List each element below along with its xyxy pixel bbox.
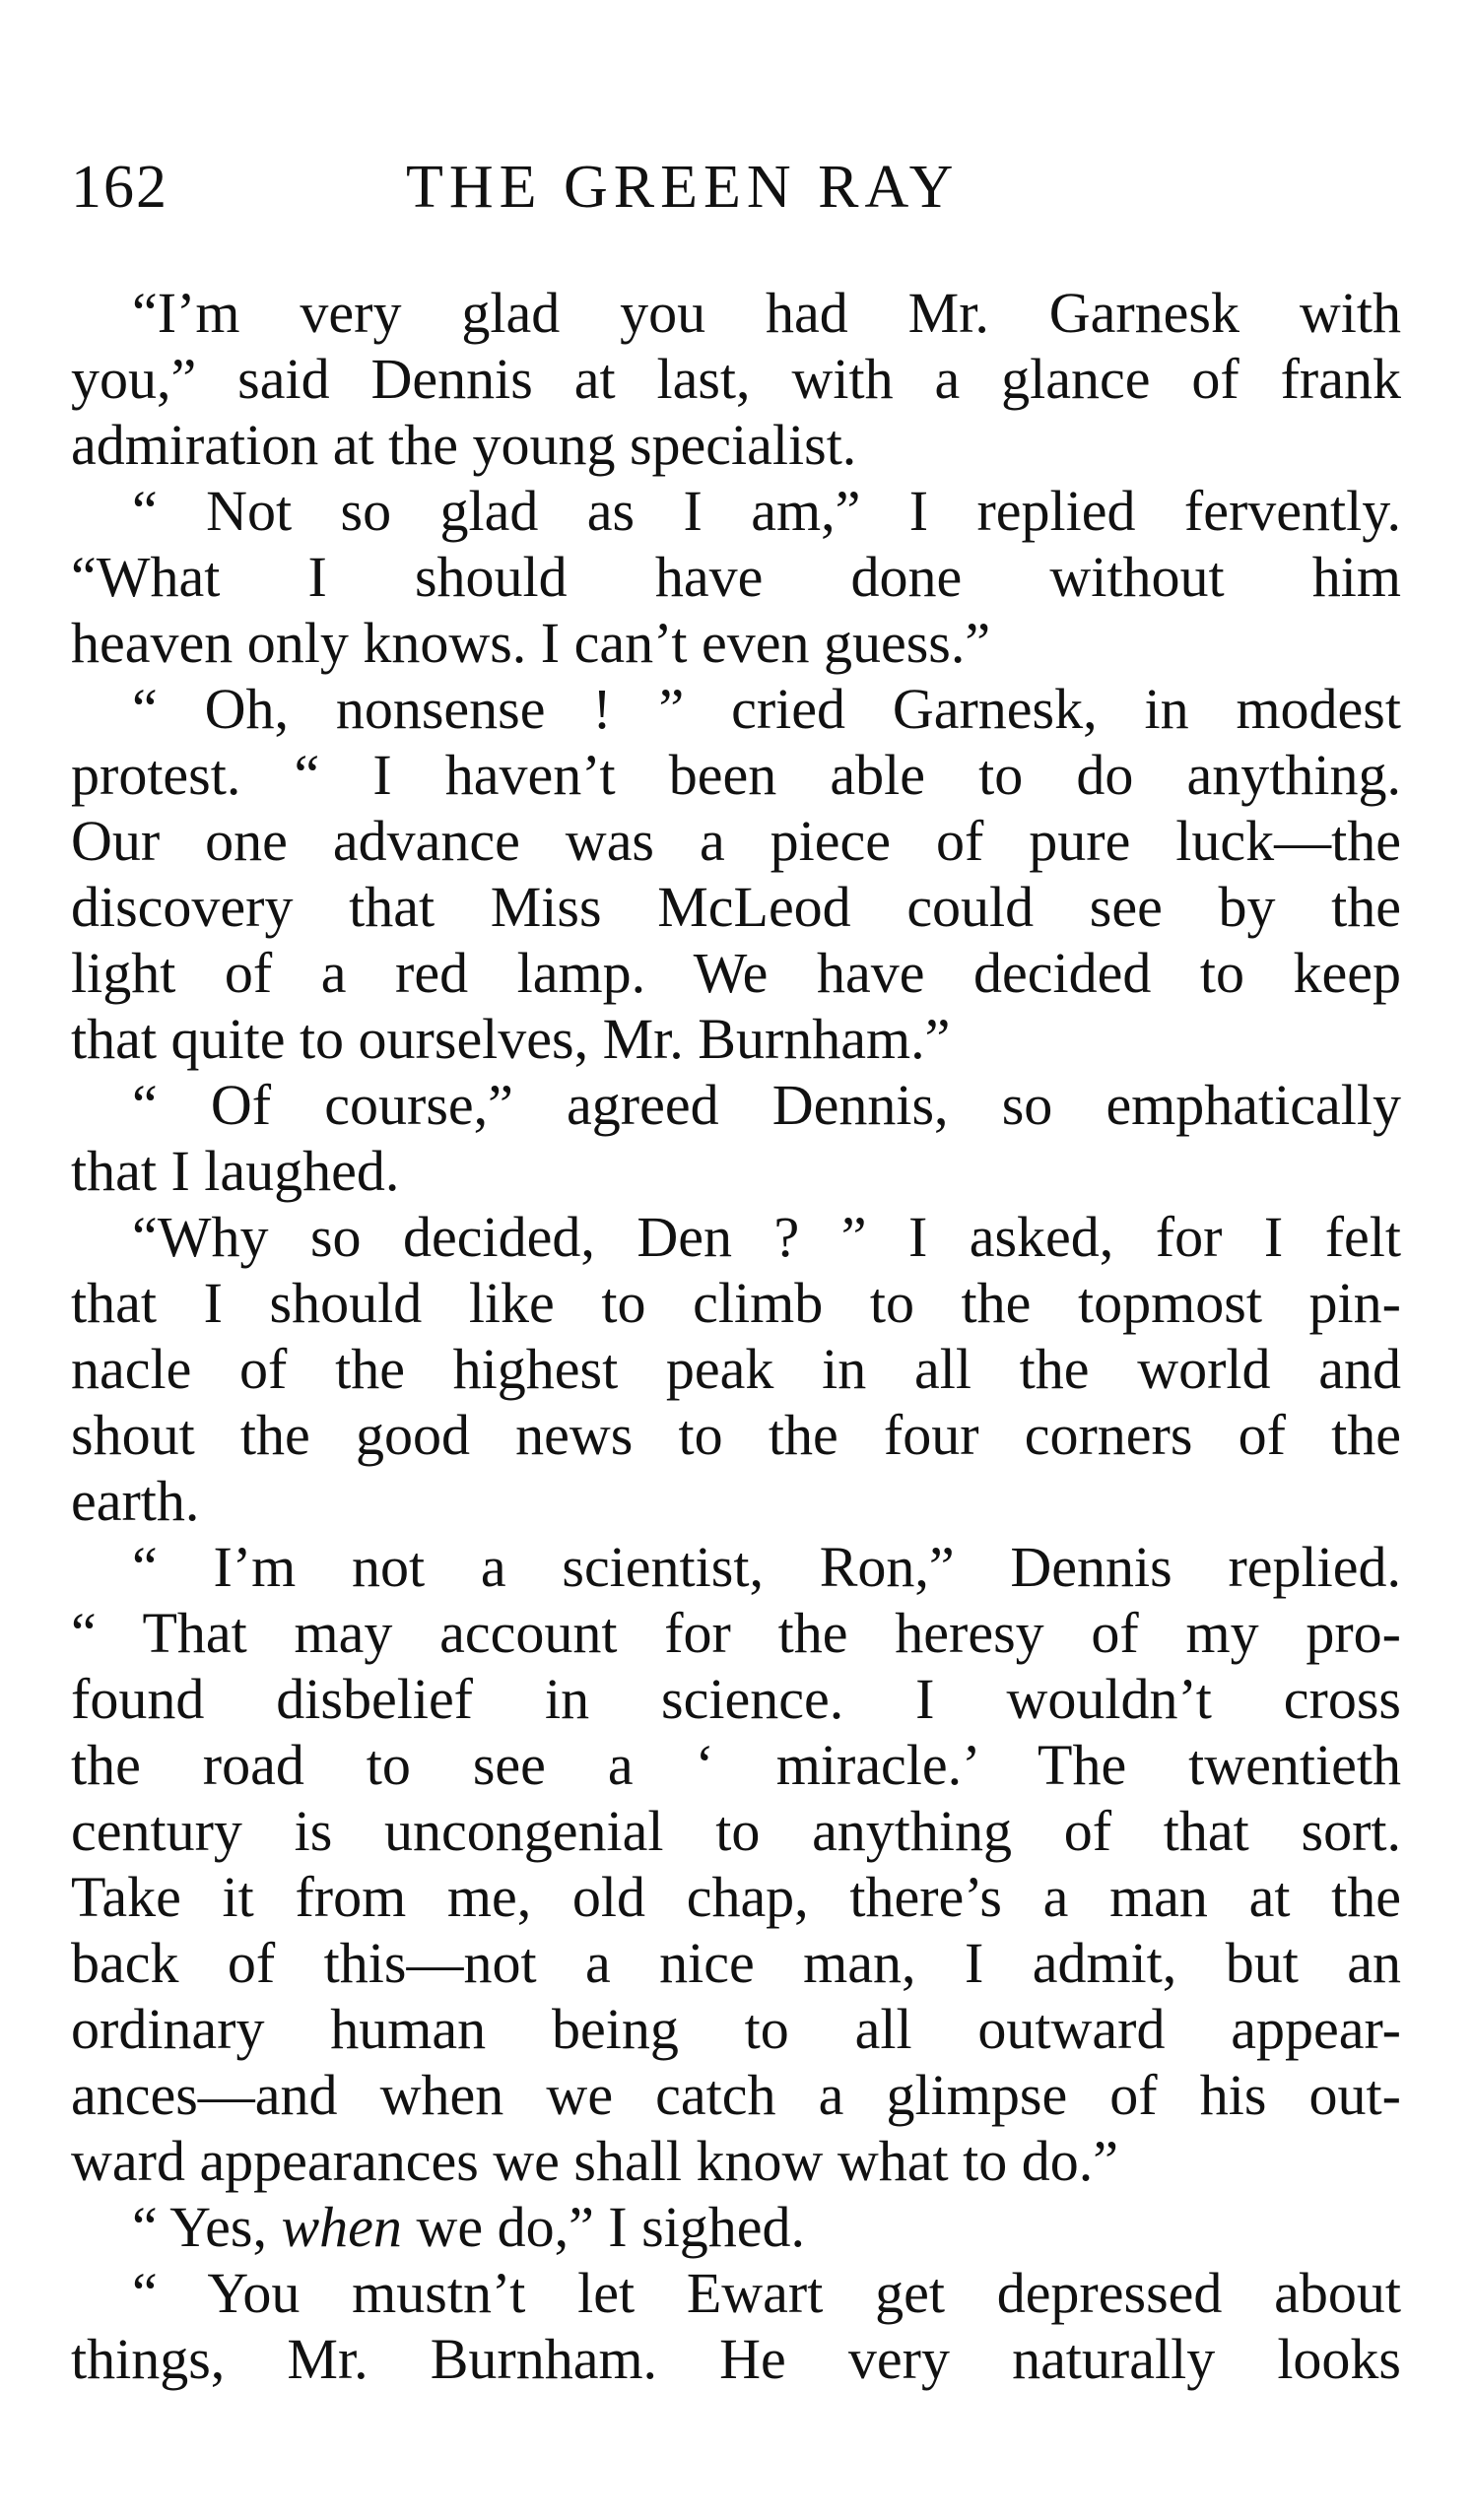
text-line: found disbelief in science. I wouldn’t cross <box>71 1667 1401 1731</box>
text-line: you,” said Dennis at last, with a glance of frank <box>71 347 1401 411</box>
text-line: protest. “ I haven’t been able to do anything. <box>71 743 1401 807</box>
text-line: that quite to ourselves, Mr. Burnham.” <box>71 1007 951 1071</box>
text-line: discovery that Miss McLeod could see by the <box>71 875 1401 939</box>
text-line: that I laughed. <box>71 1139 400 1203</box>
text-line: ordinary human being to all outward appear- <box>71 1997 1401 2061</box>
text-line: the road to see a ‘ miracle.’ The twentieth <box>71 1733 1401 1797</box>
text-segment: we do,” I sighed. <box>401 2195 806 2259</box>
text-line: light of a red lamp. We have decided to keep <box>71 941 1401 1005</box>
text-line: ances—and when we catch a glimpse of his out- <box>71 2063 1401 2127</box>
text-line: Our one advance was a piece of pure luck—the <box>71 809 1401 873</box>
text-line: “ I’m not a scientist, Ron,” Dennis replied. <box>132 1535 1401 1599</box>
text-line: heaven only knows. I can’t even guess.” <box>71 611 991 675</box>
text-line: “ You mustn’t let Ewart get depressed about <box>132 2261 1401 2325</box>
text-line: ward appearances we shall know what to do.” <box>71 2129 1118 2193</box>
text-line: “ Oh, nonsense ! ” cried Garnesk, in modest <box>132 677 1401 741</box>
text-line: “I’m very glad you had Mr. Garnesk with <box>132 281 1401 345</box>
text-line: back of this—not a nice man, I admit, but an <box>71 1931 1401 1995</box>
text-line: that I should like to climb to the topmost pin- <box>71 1271 1401 1335</box>
text-line: “What I should have done without him <box>71 545 1401 609</box>
body-text <box>71 280 1401 2392</box>
text-line: “Why so decided, Den ? ” I asked, for I felt <box>132 1205 1401 1269</box>
text-line: century is uncongenial to anything of that sort. <box>71 1799 1401 1863</box>
text-line: things, Mr. Burnham. He very naturally looks <box>71 2327 1401 2391</box>
text-line: Take it from me, old chap, there’s a man at the <box>71 1865 1401 1929</box>
text-line: “ Of course,” agreed Dennis, so emphatically <box>132 1073 1401 1137</box>
text-line: earth. <box>71 1469 200 1533</box>
text-line <box>71 2194 1401 2260</box>
text-line: admiration at the young specialist. <box>71 413 857 477</box>
text-line: nacle of the highest peak in all the world and <box>71 1337 1401 1401</box>
text-line: “ Not so glad as I am,” I replied fervently. <box>132 479 1401 543</box>
running-head: THE GREEN RAY <box>406 154 960 221</box>
text-segment: “ Yes, <box>132 2195 282 2259</box>
page-header <box>71 148 1401 227</box>
text-line: shout the good news to the four corners of the <box>71 1403 1401 1467</box>
text-line: “ That may account for the heresy of my pro- <box>71 1601 1401 1665</box>
italic-word: when <box>281 2195 402 2259</box>
page-number: 162 <box>71 154 168 221</box>
